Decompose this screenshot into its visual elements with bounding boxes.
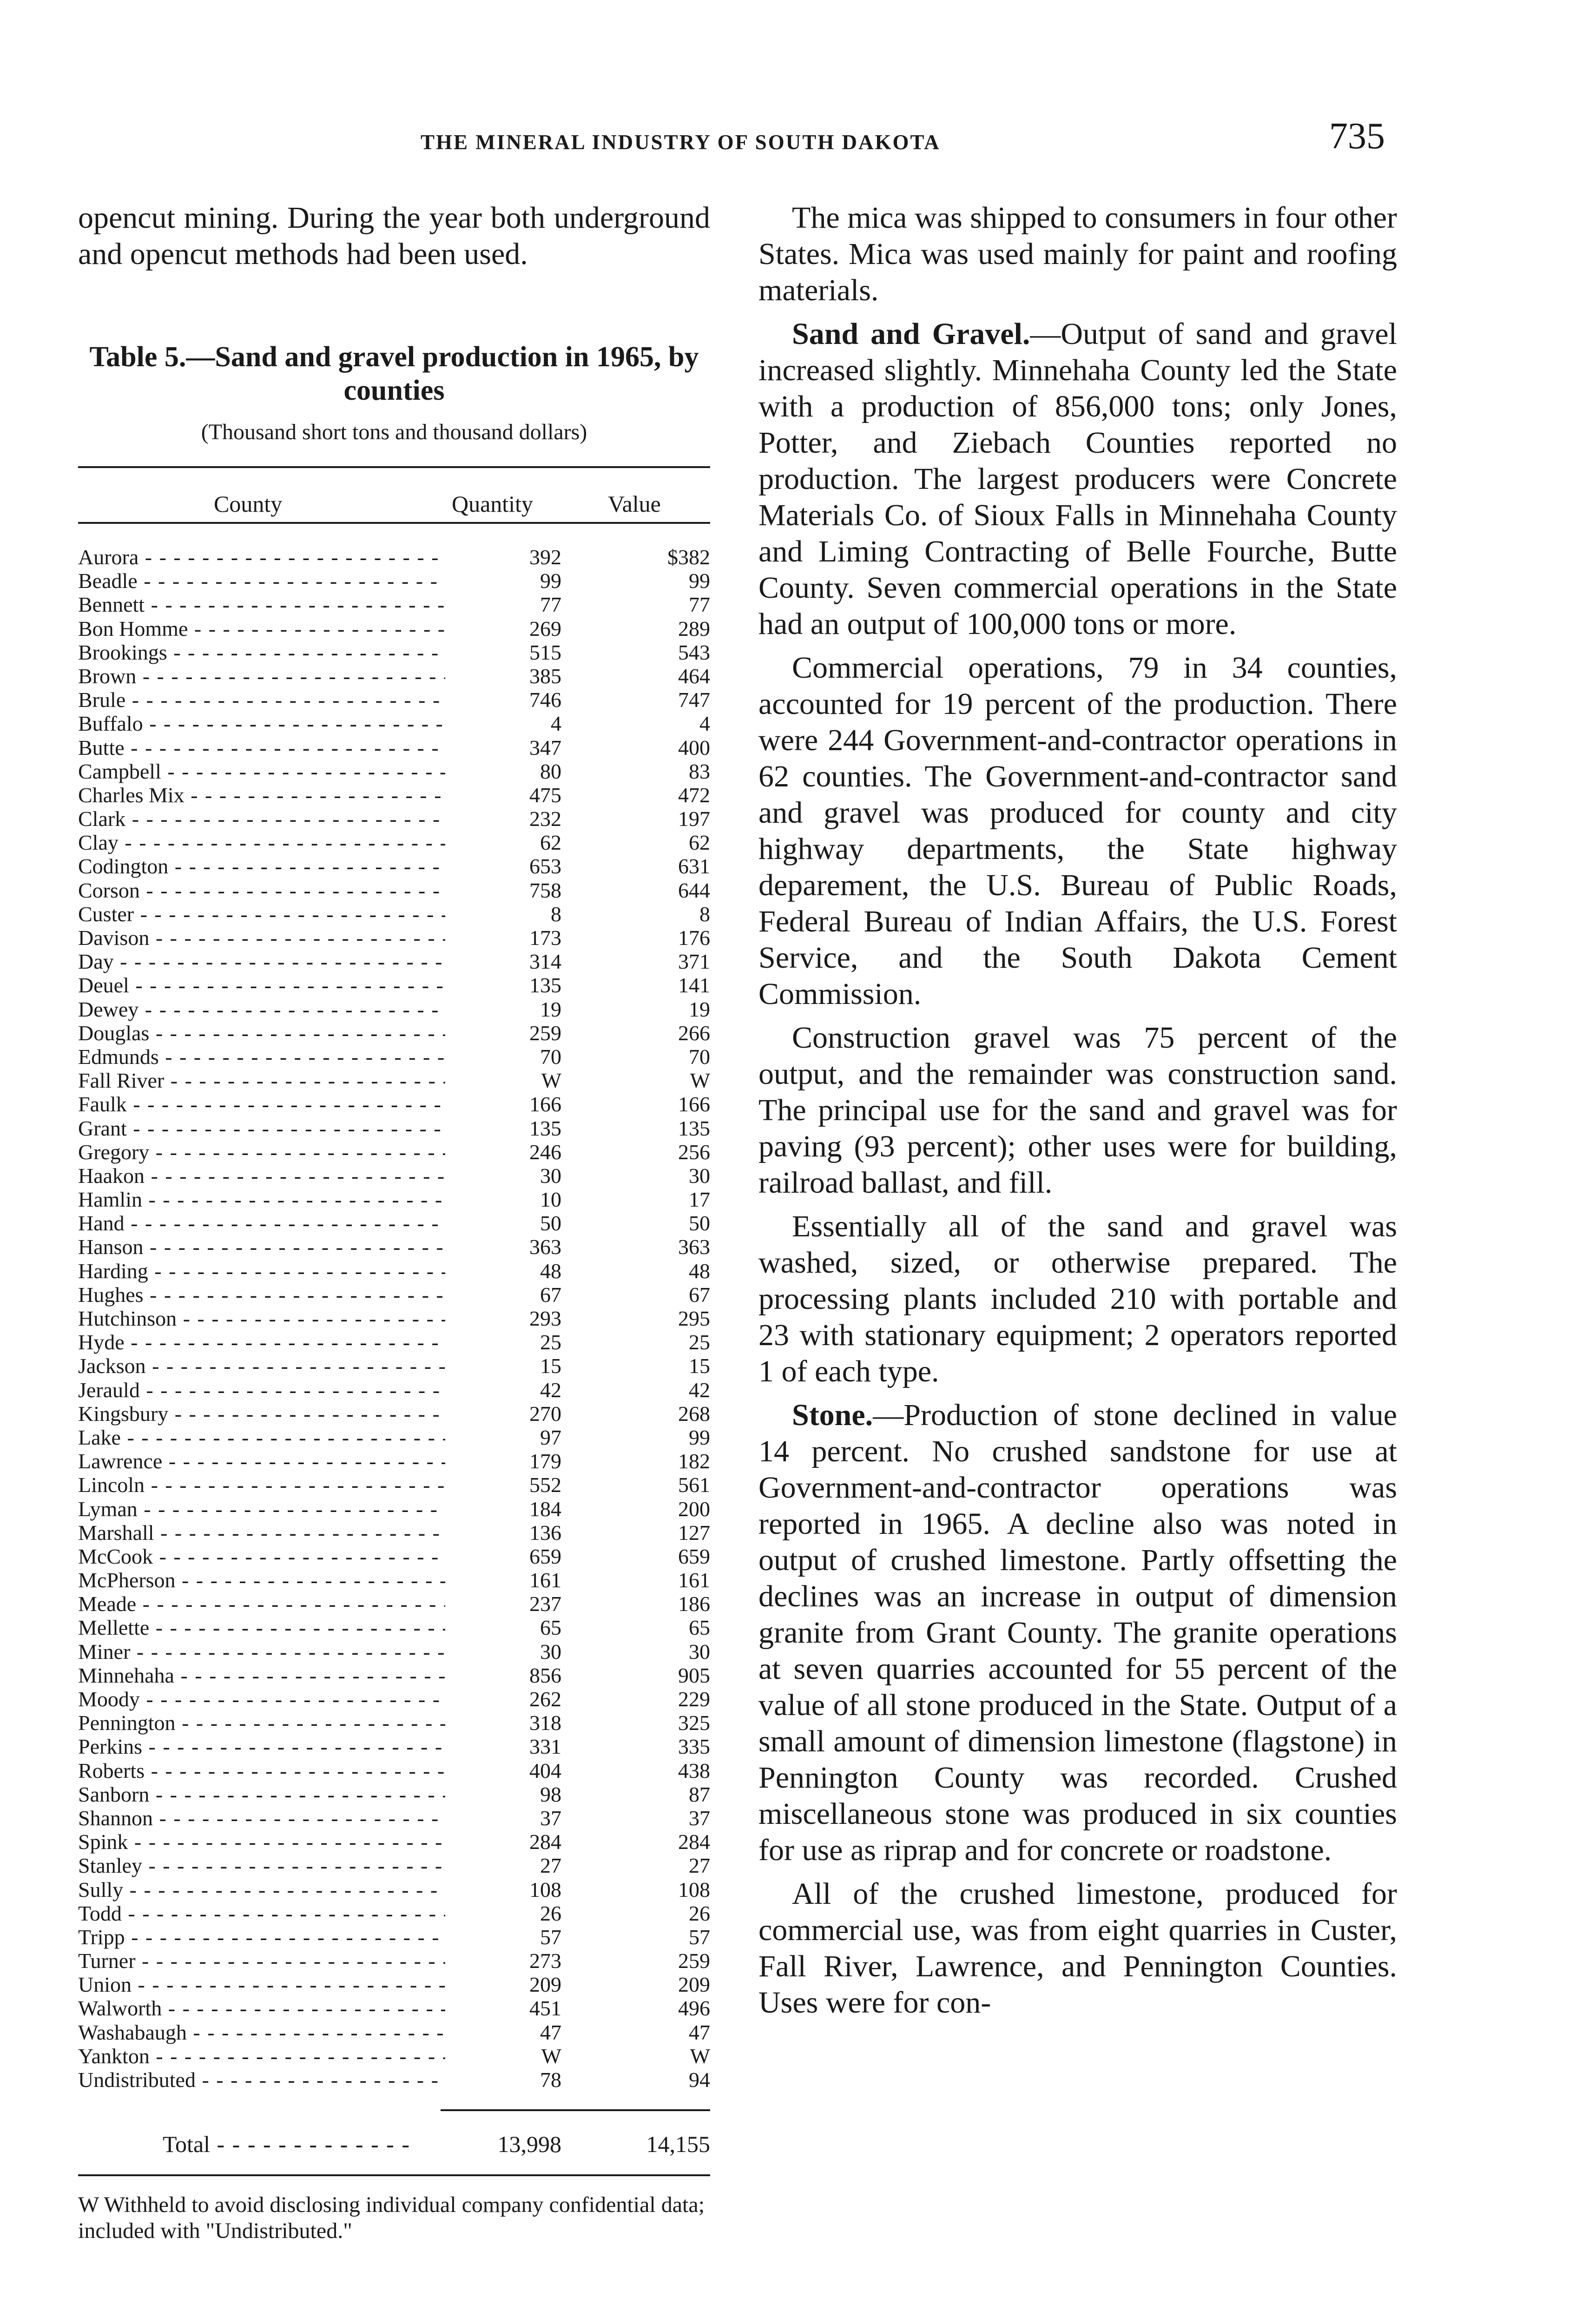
paragraph-commercial-operations: Commercial operations, 79 in 34 counties, accounted for 19 percent of the production. There were 244 Government-and-contractor operations in 62 counties. The Government-and-contractor sand and gravel was produced for county and city highway departments, the State highway deparement, the U.S. Bureau of Public Roads, Federal Bureau of Indian Affairs, the U.S. Forest Service, and the South Dakota Cement Commission.	[758, 651, 1397, 1011]
table-row	[78, 569, 710, 593]
table-row	[78, 831, 710, 854]
paragraph-stone	[758, 1397, 1397, 1868]
county-cell: Meade - - -	[78, 1592, 445, 1616]
county-cell: McCook - - -	[78, 1545, 445, 1568]
county-cell: Custer - - -	[78, 902, 445, 926]
table-row	[78, 1402, 710, 1426]
county-cell: Tripp - - -	[78, 1925, 445, 1949]
table-total-row	[78, 2123, 710, 2165]
table-row	[78, 1830, 710, 1854]
table-row	[78, 1188, 710, 1211]
table-row	[78, 664, 710, 688]
quantity-cell: 331	[529, 1735, 561, 1759]
county-cell: Undistributed - - -	[78, 2068, 445, 2092]
table-row	[78, 1330, 710, 1354]
value-cell: 27	[689, 1854, 710, 1878]
table-row	[78, 1711, 710, 1735]
table-row	[78, 1901, 710, 1925]
quantity-cell: 404	[529, 1758, 561, 1783]
county-cell: Bennett - - -	[78, 593, 445, 616]
table-row	[78, 1069, 710, 1092]
county-cell: Jackson - - -	[78, 1354, 445, 1378]
table-row	[78, 1426, 710, 1449]
quantity-cell: 259	[529, 1021, 561, 1045]
quantity-cell: 659	[529, 1544, 561, 1568]
value-cell: 67	[689, 1282, 710, 1307]
value-cell: 57	[689, 1925, 710, 1949]
quantity-cell: 451	[529, 1996, 561, 2020]
value-cell: 644	[678, 878, 710, 902]
table-row	[78, 1878, 710, 1901]
quantity-cell: 136	[529, 1520, 561, 1545]
table-row	[78, 950, 710, 973]
county-cell: Fall River - - -	[78, 1069, 445, 1092]
county-cell: Haakon - - -	[78, 1164, 445, 1188]
value-cell: 25	[689, 1330, 710, 1354]
county-cell: Deuel - - -	[78, 973, 445, 997]
value-cell: 127	[678, 1520, 710, 1545]
total-label: Total - - -	[163, 2123, 410, 2165]
value-cell: 42	[689, 1378, 710, 1402]
intro-paragraph: opencut mining. During the year both underground and opencut methods had been used.	[78, 201, 710, 271]
paragraph-sand-gravel-body: —Output of sand and gravel increased slightly. Minnehaha County led the State with a production of 856,000 tons; only Jones, Potter, and Ziebach Counties reported no production. The largest producers were Concrete Materials Co. of Sioux Falls in Minnehaha County and Liming Contracting of Belle Fourche, Butte County. Seven commercial operations in the State had an output of 100,000 tons or more.	[758, 317, 1398, 641]
table-row	[78, 1140, 710, 1164]
table-row	[78, 1021, 710, 1045]
table-row	[78, 2068, 710, 2092]
value-cell: 26	[689, 1901, 710, 1925]
table-row	[78, 640, 710, 664]
value-cell: 161	[678, 1568, 710, 1592]
total-rule	[441, 2109, 710, 2111]
county-cell: Sanborn - - -	[78, 1783, 445, 1806]
value-cell: 99	[689, 1425, 710, 1449]
value-cell: 176	[678, 926, 710, 950]
value-cell: 197	[678, 807, 710, 831]
table-header-rule	[78, 522, 710, 524]
table-row	[78, 1045, 710, 1069]
table-column-headers	[78, 468, 710, 518]
table-caption: Table 5.—Sand and gravel production in 1965, by counties	[89, 341, 699, 406]
county-cell: Lawrence - - -	[78, 1449, 445, 1473]
quantity-cell: 270	[529, 1401, 561, 1426]
value-cell: 905	[678, 1663, 710, 1687]
county-cell: Kingsbury - - -	[78, 1402, 445, 1426]
quantity-cell: 363	[529, 1235, 561, 1259]
value-cell: 70	[689, 1044, 710, 1069]
table-body	[78, 545, 710, 2092]
table-bottom-rule	[78, 2174, 710, 2176]
quantity-cell: 293	[529, 1307, 561, 1330]
table-row	[78, 1116, 710, 1140]
value-cell: 363	[678, 1235, 710, 1259]
table-row	[78, 854, 710, 878]
quantity-cell: 27	[540, 1854, 561, 1878]
table-row	[78, 1259, 710, 1283]
table-row	[78, 1616, 710, 1639]
county-cell: Beadle - - -	[78, 569, 445, 593]
table-row	[78, 1973, 710, 1996]
quantity-cell: 552	[529, 1473, 561, 1497]
quantity-cell: 108	[529, 1877, 561, 1901]
quantity-cell: W	[541, 1069, 561, 1093]
county-cell: Hyde - - -	[78, 1330, 445, 1354]
county-cell: Moody - - -	[78, 1687, 445, 1711]
value-cell: 77	[689, 593, 710, 617]
value-cell: 37	[689, 1806, 710, 1830]
column-header-county: County	[214, 491, 283, 517]
table-row	[78, 1996, 710, 2020]
quantity-cell: W	[541, 2044, 561, 2068]
table-row	[78, 1949, 710, 1973]
value-cell: 266	[678, 1021, 710, 1045]
quantity-cell: 50	[540, 1211, 561, 1235]
heading-stone: Stone.	[792, 1398, 873, 1432]
table-row	[78, 1783, 710, 1806]
value-cell: 94	[689, 2068, 710, 2092]
quantity-cell: 515	[529, 640, 561, 664]
value-cell: W	[690, 2044, 710, 2068]
county-cell: Miner - - -	[78, 1640, 445, 1664]
county-cell: Edmunds - - -	[78, 1045, 445, 1069]
quantity-cell: 746	[529, 688, 561, 712]
value-cell: 141	[678, 973, 710, 997]
value-cell: 166	[678, 1092, 710, 1116]
quantity-cell: 318	[529, 1711, 561, 1735]
county-cell: Spink - - -	[78, 1830, 445, 1854]
table-row	[78, 1854, 710, 1877]
county-cell: Walworth - - -	[78, 1996, 445, 2020]
quantity-cell: 385	[529, 664, 561, 688]
county-cell: Shannon - - -	[78, 1806, 445, 1830]
value-cell: 464	[678, 664, 710, 688]
value-cell: 65	[689, 1616, 710, 1640]
table-row	[78, 1687, 710, 1711]
quantity-cell: 314	[529, 950, 561, 974]
county-cell: Dewey - - -	[78, 997, 445, 1021]
county-cell: Jerauld - - -	[78, 1378, 445, 1402]
value-cell: 47	[689, 2020, 710, 2044]
value-cell: W	[690, 1069, 710, 1093]
quantity-cell: 30	[540, 1639, 561, 1664]
table-row	[78, 1735, 710, 1758]
value-cell: 371	[678, 950, 710, 974]
county-cell: Perkins - - -	[78, 1735, 445, 1758]
quantity-cell: 284	[529, 1830, 561, 1854]
county-cell: Brule - - -	[78, 688, 445, 712]
table-row	[78, 1211, 710, 1235]
paragraph-mica: The mica was shipped to consumers in four other States. Mica was used mainly for paint and roofing materials.	[758, 201, 1397, 307]
table-row	[78, 878, 710, 902]
quantity-cell: 392	[529, 545, 561, 569]
quantity-cell: 48	[540, 1259, 561, 1283]
value-cell: 325	[678, 1711, 710, 1735]
table-row	[78, 1497, 710, 1521]
table-row	[78, 1307, 710, 1330]
value-cell: 8	[699, 902, 710, 926]
county-cell: Pennington - - -	[78, 1711, 445, 1735]
county-cell: McPherson - - -	[78, 1568, 445, 1592]
value-cell: 256	[678, 1140, 710, 1164]
county-cell: Roberts - - -	[78, 1759, 445, 1783]
quantity-cell: 166	[529, 1092, 561, 1116]
county-cell: Gregory - - -	[78, 1140, 445, 1164]
table-row	[78, 1378, 710, 1402]
table-row	[78, 1354, 710, 1378]
value-cell: 438	[678, 1758, 710, 1783]
table-row	[78, 807, 710, 831]
quantity-cell: 273	[529, 1949, 561, 1973]
value-cell: 19	[689, 997, 710, 1021]
column-header-quantity: Quantity	[452, 491, 533, 517]
quantity-cell: 209	[529, 1973, 561, 1997]
value-cell: 15	[689, 1354, 710, 1378]
table-row	[78, 973, 710, 997]
quantity-cell: 4	[551, 712, 561, 736]
table-row	[78, 545, 710, 569]
right-column	[758, 200, 1397, 2028]
quantity-cell: 67	[540, 1282, 561, 1307]
county-cell: Harding - - -	[78, 1259, 445, 1283]
total-value: 14,155	[646, 2131, 710, 2158]
county-cell: Butte - - -	[78, 736, 445, 759]
value-cell: 62	[689, 831, 710, 855]
county-cell: Marshall - - -	[78, 1521, 445, 1545]
county-cell: Clay - - -	[78, 831, 445, 854]
county-cell: Codington - - -	[78, 854, 445, 878]
value-cell: 209	[678, 1973, 710, 1997]
value-cell: 747	[678, 688, 710, 712]
table-row	[78, 1521, 710, 1545]
value-cell: 289	[678, 616, 710, 640]
value-cell: 17	[689, 1188, 710, 1212]
value-cell: 30	[689, 1163, 710, 1188]
quantity-cell: 173	[529, 926, 561, 950]
heading-sand-gravel: Sand and Gravel.	[792, 317, 1030, 351]
quantity-cell: 77	[540, 593, 561, 617]
value-cell: 631	[678, 854, 710, 878]
quantity-cell: 78	[540, 2068, 561, 2092]
value-cell: 186	[678, 1592, 710, 1616]
paragraph-crushed-limestone: All of the crushed limestone, produced for commercial use, was from eight quarries in Custer, Fall River, Lawrence, and Pennington Counties. Uses were for con-	[758, 1877, 1397, 2020]
quantity-cell: 10	[540, 1188, 561, 1212]
county-cell: Turner - - -	[78, 1949, 445, 1973]
value-cell: $382	[667, 545, 710, 569]
county-cell: Bon Homme - - -	[78, 617, 445, 640]
quantity-cell: 179	[529, 1449, 561, 1473]
county-cell: Washabaugh - - -	[78, 2020, 445, 2044]
paragraph-sand-gravel	[758, 316, 1397, 642]
county-cell: Mellette - - -	[78, 1616, 445, 1639]
table-row	[78, 1449, 710, 1473]
value-cell: 335	[678, 1735, 710, 1759]
county-cell: Hanson - - -	[78, 1235, 445, 1259]
value-cell: 108	[678, 1877, 710, 1901]
table-row	[78, 1806, 710, 1830]
table-row	[78, 1164, 710, 1188]
value-cell: 200	[678, 1497, 710, 1521]
table-row	[78, 688, 710, 712]
quantity-cell: 19	[540, 997, 561, 1021]
quantity-cell: 161	[529, 1568, 561, 1592]
table-row	[78, 712, 710, 735]
quantity-cell: 70	[540, 1044, 561, 1069]
county-cell: Douglas - - -	[78, 1021, 445, 1045]
value-cell: 30	[689, 1639, 710, 1664]
quantity-cell: 97	[540, 1425, 561, 1449]
total-quantity: 13,998	[497, 2131, 561, 2158]
value-cell: 182	[678, 1449, 710, 1473]
county-cell: Brown - - -	[78, 664, 445, 688]
value-cell: 48	[689, 1259, 710, 1283]
page-number: 735	[1329, 116, 1385, 157]
table-footnote: W Withheld to avoid disclosing individual company confidential data; included with "Undistributed."	[78, 2192, 705, 2244]
value-cell: 4	[699, 712, 710, 736]
quantity-cell: 475	[529, 783, 561, 807]
county-cell: Yankton - - -	[78, 2044, 445, 2068]
table-row	[78, 1664, 710, 1687]
quantity-cell: 8	[551, 902, 561, 926]
table-row	[78, 2020, 710, 2044]
county-cell: Hand - - -	[78, 1211, 445, 1235]
paragraph-construction-gravel: Construction gravel was 75 percent of the output, and the remainder was construction sand. The principal use for the sand and gravel was for paving (93 percent); other uses were for building, railroad ballast, and fill.	[758, 1021, 1397, 1200]
county-cell: Minnehaha - - -	[78, 1664, 445, 1687]
quantity-cell: 57	[540, 1925, 561, 1949]
quantity-cell: 262	[529, 1687, 561, 1711]
quantity-cell: 26	[540, 1901, 561, 1925]
quantity-cell: 232	[529, 807, 561, 831]
county-cell: Day - - -	[78, 950, 445, 973]
value-cell: 284	[678, 1830, 710, 1854]
value-cell: 268	[678, 1401, 710, 1426]
value-cell: 83	[689, 759, 710, 783]
county-cell: Lincoln - - -	[78, 1473, 445, 1497]
quantity-cell: 42	[540, 1378, 561, 1402]
value-cell: 99	[689, 569, 710, 593]
county-cell: Charles Mix - - -	[78, 783, 445, 807]
table-row	[78, 1545, 710, 1568]
table-row	[78, 617, 710, 640]
county-cell: Brookings - - -	[78, 640, 445, 664]
quantity-cell: 37	[540, 1806, 561, 1830]
value-cell: 135	[678, 1116, 710, 1140]
value-cell: 472	[678, 783, 710, 807]
county-cell: Stanley - - -	[78, 1854, 445, 1877]
value-cell: 659	[678, 1544, 710, 1568]
value-cell: 295	[678, 1307, 710, 1330]
left-column	[78, 200, 710, 2244]
county-cell: Buffalo - - -	[78, 712, 445, 735]
value-cell: 496	[678, 1996, 710, 2020]
county-cell: Faulk - - -	[78, 1092, 445, 1116]
quantity-cell: 246	[529, 1140, 561, 1164]
table-row	[78, 1640, 710, 1664]
paragraph-processing: Essentially all of the sand and gravel was washed, sized, or otherwise prepared. The processing plants included 210 with portable and 23 with stationary equipment; 2 operators reported 1 of each type.	[758, 1209, 1397, 1388]
county-cell: Hutchinson - - -	[78, 1307, 445, 1330]
county-cell: Lyman - - -	[78, 1497, 445, 1521]
table-row	[78, 1283, 710, 1307]
table-row	[78, 2044, 710, 2068]
value-cell: 400	[678, 735, 710, 759]
value-cell: 259	[678, 1949, 710, 1973]
table-row	[78, 783, 710, 807]
quantity-cell: 25	[540, 1330, 561, 1354]
table-row	[78, 997, 710, 1021]
value-cell: 50	[689, 1211, 710, 1235]
value-cell: 229	[678, 1687, 710, 1711]
quantity-cell: 653	[529, 854, 561, 878]
quantity-cell: 135	[529, 973, 561, 997]
quantity-cell: 184	[529, 1497, 561, 1521]
paragraph-stone-body: —Production of stone declined in value 14 percent. No crushed sandstone for use at Government-and-contractor operations was reported in 1965. A decline also was noted in output of crushed limestone. Partly offsetting the declines was an increase in output of dimension granite from Grant County. The granite operations at seven quarries accounted for 55 percent of the value of all stone produced in the State. Output of a small amount of dimension limestone (flagstone) in Pennington County was recorded. Crushed miscellaneous stone was produced in six counties for use as riprap and for concrete or roadstone.	[758, 1398, 1397, 1867]
county-cell: Todd - - -	[78, 1901, 445, 1925]
table-row	[78, 1592, 710, 1616]
quantity-cell: 98	[540, 1782, 561, 1806]
county-cell: Hamlin - - -	[78, 1188, 445, 1211]
table-row	[78, 736, 710, 759]
quantity-cell: 15	[540, 1354, 561, 1378]
quantity-cell: 856	[529, 1663, 561, 1687]
county-cell: Clark - - -	[78, 807, 445, 831]
county-cell: Union - - -	[78, 1973, 445, 1996]
quantity-cell: 80	[540, 759, 561, 783]
running-head: THE MINERAL INDUSTRY OF SOUTH DAKOTA	[421, 131, 941, 154]
county-cell: Davison - - -	[78, 926, 445, 950]
table-row	[78, 1925, 710, 1949]
county-cell: Campbell - - -	[78, 759, 445, 783]
quantity-cell: 347	[529, 735, 561, 759]
table-row	[78, 1568, 710, 1592]
county-cell: Hughes - - -	[78, 1283, 445, 1307]
table-row	[78, 1473, 710, 1497]
county-cell: Grant - - -	[78, 1116, 445, 1140]
county-cell: Lake - - -	[78, 1426, 445, 1449]
county-cell: Sully - - -	[78, 1878, 445, 1901]
table-units: (Thousand short tons and thousand dollars)	[201, 420, 587, 444]
quantity-cell: 62	[540, 831, 561, 855]
quantity-cell: 99	[540, 569, 561, 593]
quantity-cell: 135	[529, 1116, 561, 1140]
table-row	[78, 1092, 710, 1116]
quantity-cell: 237	[529, 1592, 561, 1616]
county-cell: Corson - - -	[78, 878, 445, 902]
value-cell: 543	[678, 640, 710, 664]
quantity-cell: 30	[540, 1163, 561, 1188]
table-row	[78, 593, 710, 616]
quantity-cell: 269	[529, 616, 561, 640]
quantity-cell: 65	[540, 1616, 561, 1640]
column-header-value: Value	[608, 491, 661, 517]
quantity-cell: 47	[540, 2020, 561, 2044]
table-row	[78, 926, 710, 950]
table-row	[78, 902, 710, 926]
value-cell: 561	[678, 1473, 710, 1497]
table-row	[78, 759, 710, 783]
quantity-cell: 758	[529, 878, 561, 902]
county-cell: Aurora - - -	[78, 545, 445, 569]
table-row	[78, 1759, 710, 1783]
value-cell: 87	[689, 1782, 710, 1806]
table-row	[78, 1235, 710, 1259]
